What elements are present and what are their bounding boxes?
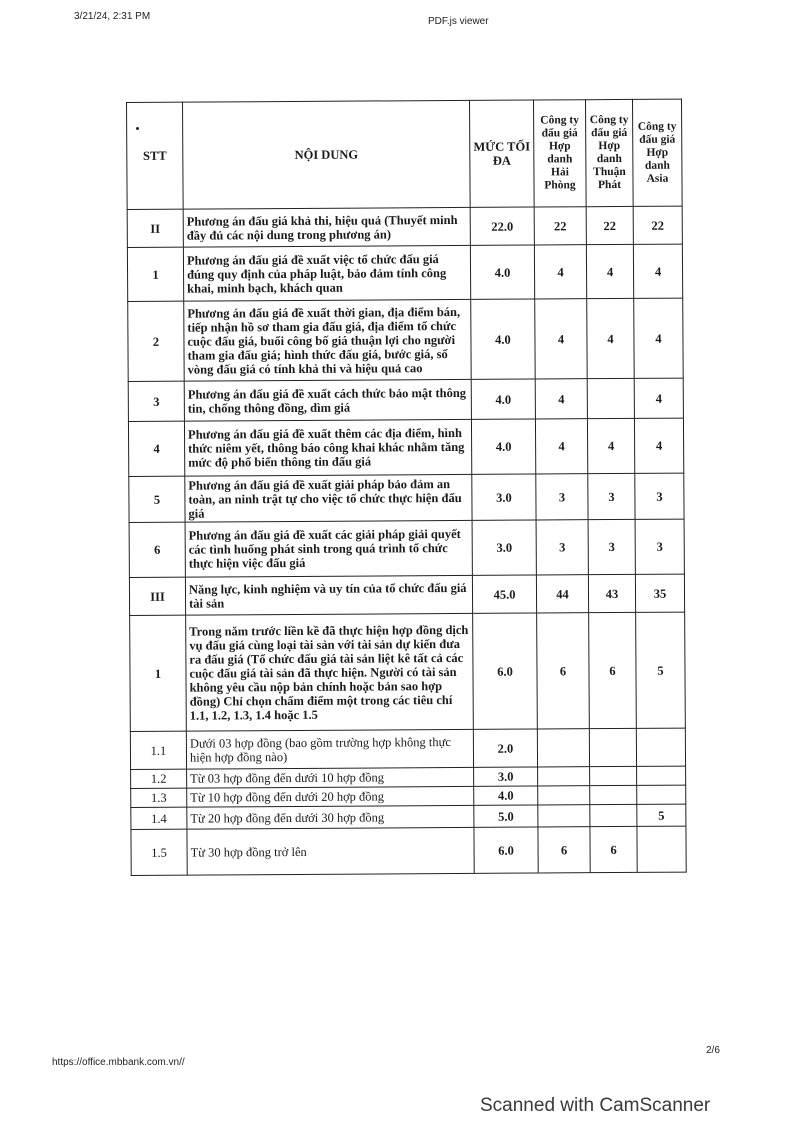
- row-score-thuan-phat: [590, 804, 637, 826]
- row-max-score: 45.0: [472, 575, 536, 613]
- table-row: [129, 519, 684, 577]
- row-score-hai-phong: [537, 729, 589, 767]
- row-content: Phương án đấu giá đề xuất cách thức bảo mật thông tin, chống thông đồng, dìm giá: [184, 379, 471, 421]
- row-content: Phương án đấu giá đề xuất thêm các địa điểm, hình thức niêm yết, thông báo công khai khác nhằm tăng mức độ phổ biến thông tin đấu giá: [184, 419, 471, 476]
- header-max-score: MỨC TỐI ĐA: [469, 100, 534, 207]
- row-max-score: 4.0: [471, 299, 535, 379]
- row-score-asia: [637, 785, 686, 804]
- row-max-score: 2.0: [473, 729, 537, 767]
- row-max-score: 4.0: [471, 379, 535, 419]
- row-score-hai-phong: 6: [537, 613, 590, 729]
- header-company-asia: Công ty đấu giá Hợp danh Asia: [632, 99, 682, 206]
- row-max-score: 4.0: [474, 786, 538, 805]
- row-stt: 1.2: [131, 769, 187, 788]
- row-score-hai-phong: 4: [535, 419, 587, 474]
- row-score-hai-phong: 3: [536, 520, 588, 575]
- row-score-asia: 5: [636, 612, 686, 728]
- row-content: Phương án đấu giá đề xuất việc tổ chức đấu giá đúng quy định của pháp luật, bảo đảm tính công khai, minh bạch, khách quan: [183, 245, 470, 301]
- row-content: Năng lực, kinh nghiệm và uy tín của tổ chức đấu giá tài sản: [185, 575, 472, 615]
- header-stt: STT: [127, 102, 184, 209]
- row-stt: 3: [128, 381, 184, 421]
- row-score-thuan-phat: [589, 728, 636, 766]
- row-score-asia: 4: [634, 378, 683, 418]
- row-score-thuan-phat: [587, 378, 634, 418]
- scoring-table: [126, 99, 687, 876]
- row-score-thuan-phat: 22: [586, 206, 633, 244]
- row-max-score: 4.0: [470, 245, 534, 299]
- table-row: [129, 574, 684, 615]
- row-content: Từ 20 hợp đồng đến dưới 30 hợp đồng: [187, 805, 474, 829]
- row-stt: II: [127, 209, 183, 247]
- row-score-thuan-phat: 6: [590, 826, 637, 872]
- row-stt: 5: [129, 476, 185, 522]
- table-row: [127, 206, 682, 247]
- page-number: 2/6: [706, 1045, 720, 1056]
- table-row: [131, 826, 686, 875]
- row-max-score: 22.0: [470, 207, 534, 245]
- row-score-asia: 22: [633, 206, 682, 244]
- row-score-hai-phong: 3: [536, 474, 588, 520]
- row-score-thuan-phat: 4: [587, 298, 634, 378]
- table-row: [130, 728, 685, 769]
- table-header-row: [127, 99, 683, 209]
- row-score-asia: [637, 826, 686, 872]
- row-content: Dưới 03 hợp đồng (bao gồm trường hợp không thực hiện hợp đồng nào): [186, 729, 473, 769]
- row-score-thuan-phat: 4: [586, 244, 633, 298]
- row-score-asia: 4: [633, 244, 682, 298]
- row-score-hai-phong: 22: [534, 207, 586, 245]
- row-max-score: 3.0: [472, 520, 536, 575]
- row-score-hai-phong: 44: [536, 575, 588, 613]
- row-stt: 1.4: [131, 807, 187, 829]
- row-score-asia: 35: [635, 574, 684, 612]
- row-score-hai-phong: [538, 805, 590, 827]
- row-score-thuan-phat: 3: [588, 473, 635, 519]
- row-score-thuan-phat: 4: [587, 418, 634, 473]
- row-score-asia: 3: [635, 519, 684, 574]
- row-content: Trong năm trước liền kề đã thực hiện hợp đồng dịch vụ đấu giá cùng loại tài sản với tài sản dự kiến đưa ra đấu giá (Tổ chức đấu giá tài sản liệt kê tất cả các cuộc đấu giá tài sản đã thực hiện. Người có tài sản không yêu cầu nộp bản chính hoặc bản sao hợp đồng) Chỉ chọn chấm điểm một trong các tiêu chí 1.1, 1.2, 1.3, 1.4 hoặc 1.5: [186, 613, 474, 731]
- row-score-hai-phong: [538, 767, 590, 786]
- row-score-thuan-phat: 3: [588, 519, 635, 574]
- row-score-thuan-phat: 6: [589, 612, 637, 728]
- row-max-score: 3.0: [474, 767, 538, 786]
- row-max-score: 3.0: [472, 474, 536, 520]
- row-content: Phương án đấu giá đề xuất các giải pháp giải quyết các tình huống phát sinh trong quá trình tổ chức thực hiện việc đấu giá: [185, 520, 472, 577]
- row-content: Từ 30 hợp đồng trở lên: [187, 827, 474, 875]
- viewer-title: PDF.js viewer: [428, 16, 489, 27]
- row-score-hai-phong: 6: [538, 827, 590, 873]
- table-row: [128, 378, 683, 421]
- row-stt: 1: [127, 247, 183, 301]
- row-score-hai-phong: 4: [535, 299, 587, 379]
- row-score-thuan-phat: 43: [588, 574, 635, 612]
- row-score-hai-phong: 4: [534, 245, 586, 299]
- row-max-score: 6.0: [473, 613, 538, 729]
- row-content: Phương án đấu giá đề xuất giải pháp bảo đảm an toàn, an ninh trật tự cho việc tổ chức thực hiện đấu giá: [185, 474, 472, 522]
- table-row: [128, 418, 683, 476]
- print-datetime: 3/21/24, 2:31 PM: [74, 11, 151, 22]
- camscanner-watermark: Scanned with CamScanner: [480, 1095, 711, 1116]
- table-row: [127, 244, 682, 301]
- row-stt: III: [129, 577, 185, 615]
- footer-url: https://office.mbbank.com.vn//: [52, 1057, 185, 1068]
- row-score-asia: 5: [637, 804, 686, 826]
- row-score-asia: 4: [634, 418, 683, 473]
- header-company-thuan-phat: Công ty đấu giá Hợp danh Thuận Phát: [585, 99, 633, 206]
- table-row: [129, 473, 684, 522]
- row-content: Từ 10 hợp đồng đến dưới 20 hợp đồng: [187, 786, 474, 807]
- row-score-asia: [636, 728, 685, 766]
- row-stt: 1.5: [131, 829, 187, 875]
- row-score-thuan-phat: [590, 785, 637, 804]
- row-stt: 2: [128, 301, 184, 381]
- row-score-thuan-phat: [590, 766, 637, 785]
- row-stt: 1.1: [130, 731, 186, 769]
- header-content: NỘI DUNG: [183, 100, 471, 209]
- row-max-score: 6.0: [474, 827, 538, 873]
- row-score-asia: 3: [635, 473, 684, 519]
- row-score-asia: 4: [634, 298, 683, 378]
- row-score-asia: [637, 766, 686, 785]
- row-content: Phương án đấu giá đề xuất thời gian, địa điểm bán, tiếp nhận hồ sơ tham gia đấu giá, địa điểm tổ chức cuộc đấu giá, buổi công bố giá thuận lợi cho người tham gia đấu giá; hình thức đấu giá, bước giá, số vòng đấu giá có tính khả thi và hiệu quả cao: [184, 299, 471, 381]
- row-stt: 1: [130, 615, 187, 731]
- table-row: [128, 298, 683, 381]
- row-content: Từ 03 hợp đồng đến dưới 10 hợp đồng: [187, 767, 474, 788]
- row-stt: 4: [128, 421, 184, 476]
- row-stt: 6: [129, 522, 185, 577]
- row-max-score: 5.0: [474, 805, 538, 827]
- row-score-hai-phong: 4: [535, 379, 587, 419]
- table-row: [130, 612, 686, 731]
- row-content: Phương án đấu giá khả thi, hiệu quả (Thuyết minh đầy đủ các nội dung trong phương án): [183, 207, 470, 247]
- row-max-score: 4.0: [471, 419, 535, 474]
- row-score-hai-phong: [538, 786, 590, 805]
- header-company-hai-phong: Công ty đấu giá Hợp danh Hải Phòng: [533, 100, 586, 207]
- row-stt: 1.3: [131, 788, 187, 807]
